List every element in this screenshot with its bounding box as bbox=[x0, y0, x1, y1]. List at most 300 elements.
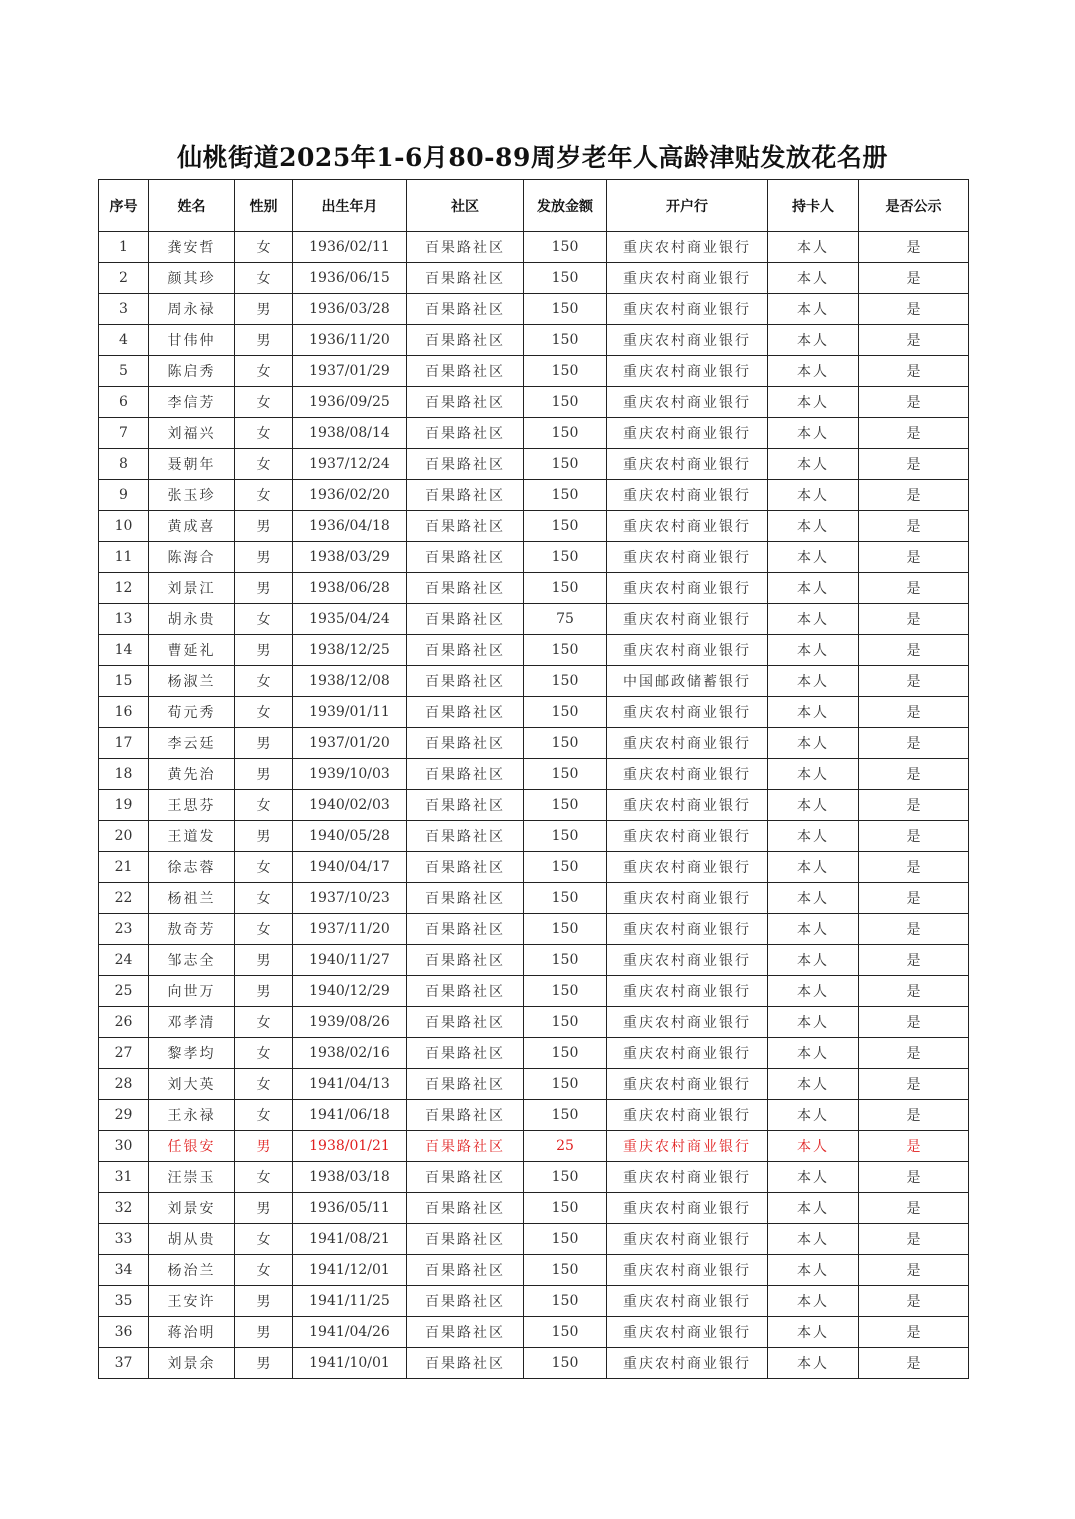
cell-amount: 150 bbox=[524, 1038, 607, 1069]
cell-birth: 1940/02/03 bbox=[293, 790, 407, 821]
cell-name: 刘福兴 bbox=[149, 418, 235, 449]
cell-birth: 1940/12/29 bbox=[293, 976, 407, 1007]
cell-name: 刘景江 bbox=[149, 573, 235, 604]
cell-birth: 1938/12/25 bbox=[293, 635, 407, 666]
table-row bbox=[99, 418, 969, 449]
cell-birth: 1938/12/08 bbox=[293, 666, 407, 697]
cell-gender: 男 bbox=[235, 1193, 293, 1224]
cell-gender: 女 bbox=[235, 790, 293, 821]
cell-no: 6 bbox=[99, 387, 149, 418]
cell-public: 是 bbox=[859, 759, 969, 790]
cell-gender: 男 bbox=[235, 821, 293, 852]
cell-no: 2 bbox=[99, 263, 149, 294]
cell-holder: 本人 bbox=[768, 449, 859, 480]
cell-amount: 150 bbox=[524, 449, 607, 480]
cell-holder: 本人 bbox=[768, 821, 859, 852]
cell-bank: 重庆农村商业银行 bbox=[607, 883, 768, 914]
cell-bank: 重庆农村商业银行 bbox=[607, 1038, 768, 1069]
cell-bank: 重庆农村商业银行 bbox=[607, 356, 768, 387]
cell-name: 张玉珍 bbox=[149, 480, 235, 511]
cell-gender: 男 bbox=[235, 759, 293, 790]
cell-community: 百果路社区 bbox=[407, 573, 524, 604]
cell-public: 是 bbox=[859, 790, 969, 821]
cell-community: 百果路社区 bbox=[407, 294, 524, 325]
cell-amount: 150 bbox=[524, 356, 607, 387]
cell-gender: 男 bbox=[235, 511, 293, 542]
cell-name: 王道发 bbox=[149, 821, 235, 852]
cell-no: 25 bbox=[99, 976, 149, 1007]
cell-amount: 150 bbox=[524, 325, 607, 356]
cell-no: 30 bbox=[99, 1131, 149, 1162]
cell-name: 胡从贵 bbox=[149, 1224, 235, 1255]
subsidy-roster-table bbox=[98, 179, 969, 1379]
cell-holder: 本人 bbox=[768, 294, 859, 325]
cell-no: 28 bbox=[99, 1069, 149, 1100]
cell-birth: 1939/01/11 bbox=[293, 697, 407, 728]
header-public: 是否公示 bbox=[859, 180, 969, 232]
cell-birth: 1938/03/18 bbox=[293, 1162, 407, 1193]
cell-name: 颜其珍 bbox=[149, 263, 235, 294]
cell-birth: 1936/02/11 bbox=[293, 232, 407, 263]
table-row bbox=[99, 1193, 969, 1224]
table-row bbox=[99, 1317, 969, 1348]
cell-bank: 重庆农村商业银行 bbox=[607, 1286, 768, 1317]
cell-amount: 150 bbox=[524, 976, 607, 1007]
cell-community: 百果路社区 bbox=[407, 232, 524, 263]
cell-name: 陈海合 bbox=[149, 542, 235, 573]
cell-holder: 本人 bbox=[768, 976, 859, 1007]
table-row bbox=[99, 449, 969, 480]
cell-amount: 25 bbox=[524, 1131, 607, 1162]
cell-gender: 男 bbox=[235, 573, 293, 604]
cell-holder: 本人 bbox=[768, 1286, 859, 1317]
cell-holder: 本人 bbox=[768, 1038, 859, 1069]
table-row bbox=[99, 480, 969, 511]
table-row bbox=[99, 542, 969, 573]
cell-amount: 150 bbox=[524, 914, 607, 945]
cell-holder: 本人 bbox=[768, 1317, 859, 1348]
cell-public: 是 bbox=[859, 697, 969, 728]
cell-birth: 1936/06/15 bbox=[293, 263, 407, 294]
cell-no: 8 bbox=[99, 449, 149, 480]
cell-gender: 女 bbox=[235, 1007, 293, 1038]
cell-no: 3 bbox=[99, 294, 149, 325]
cell-bank: 重庆农村商业银行 bbox=[607, 1131, 768, 1162]
header-no: 序号 bbox=[99, 180, 149, 232]
cell-holder: 本人 bbox=[768, 1069, 859, 1100]
cell-name: 王永禄 bbox=[149, 1100, 235, 1131]
cell-holder: 本人 bbox=[768, 697, 859, 728]
cell-no: 13 bbox=[99, 604, 149, 635]
cell-gender: 男 bbox=[235, 325, 293, 356]
cell-gender: 女 bbox=[235, 232, 293, 263]
cell-birth: 1940/05/28 bbox=[293, 821, 407, 852]
cell-birth: 1941/04/13 bbox=[293, 1069, 407, 1100]
cell-gender: 男 bbox=[235, 1348, 293, 1379]
cell-public: 是 bbox=[859, 1007, 969, 1038]
cell-bank: 重庆农村商业银行 bbox=[607, 697, 768, 728]
cell-public: 是 bbox=[859, 1348, 969, 1379]
cell-holder: 本人 bbox=[768, 945, 859, 976]
cell-community: 百果路社区 bbox=[407, 1224, 524, 1255]
cell-public: 是 bbox=[859, 511, 969, 542]
cell-name: 王安许 bbox=[149, 1286, 235, 1317]
cell-no: 17 bbox=[99, 728, 149, 759]
cell-no: 35 bbox=[99, 1286, 149, 1317]
cell-amount: 75 bbox=[524, 604, 607, 635]
cell-name: 曹延礼 bbox=[149, 635, 235, 666]
cell-community: 百果路社区 bbox=[407, 1007, 524, 1038]
cell-amount: 150 bbox=[524, 294, 607, 325]
cell-gender: 女 bbox=[235, 883, 293, 914]
table-row bbox=[99, 325, 969, 356]
cell-no: 24 bbox=[99, 945, 149, 976]
cell-name: 荀元秀 bbox=[149, 697, 235, 728]
cell-bank: 重庆农村商业银行 bbox=[607, 728, 768, 759]
table-row bbox=[99, 604, 969, 635]
cell-community: 百果路社区 bbox=[407, 728, 524, 759]
cell-amount: 150 bbox=[524, 759, 607, 790]
cell-no: 5 bbox=[99, 356, 149, 387]
cell-holder: 本人 bbox=[768, 511, 859, 542]
table-row bbox=[99, 294, 969, 325]
cell-amount: 150 bbox=[524, 1069, 607, 1100]
cell-public: 是 bbox=[859, 728, 969, 759]
cell-amount: 150 bbox=[524, 697, 607, 728]
cell-bank: 重庆农村商业银行 bbox=[607, 325, 768, 356]
cell-name: 刘大英 bbox=[149, 1069, 235, 1100]
cell-no: 4 bbox=[99, 325, 149, 356]
cell-public: 是 bbox=[859, 294, 969, 325]
cell-name: 甘伟仲 bbox=[149, 325, 235, 356]
cell-holder: 本人 bbox=[768, 1348, 859, 1379]
cell-holder: 本人 bbox=[768, 790, 859, 821]
cell-name: 李云廷 bbox=[149, 728, 235, 759]
table-row bbox=[99, 511, 969, 542]
cell-name: 李信芳 bbox=[149, 387, 235, 418]
table-row bbox=[99, 728, 969, 759]
table-row bbox=[99, 232, 969, 263]
cell-no: 36 bbox=[99, 1317, 149, 1348]
cell-holder: 本人 bbox=[768, 1131, 859, 1162]
cell-amount: 150 bbox=[524, 945, 607, 976]
cell-no: 14 bbox=[99, 635, 149, 666]
header-name: 姓名 bbox=[149, 180, 235, 232]
cell-no: 31 bbox=[99, 1162, 149, 1193]
cell-birth: 1941/08/21 bbox=[293, 1224, 407, 1255]
cell-birth: 1941/12/01 bbox=[293, 1255, 407, 1286]
cell-no: 9 bbox=[99, 480, 149, 511]
cell-amount: 150 bbox=[524, 1162, 607, 1193]
cell-public: 是 bbox=[859, 232, 969, 263]
cell-community: 百果路社区 bbox=[407, 604, 524, 635]
cell-birth: 1940/04/17 bbox=[293, 852, 407, 883]
cell-name: 蒋治明 bbox=[149, 1317, 235, 1348]
cell-gender: 男 bbox=[235, 1317, 293, 1348]
cell-amount: 150 bbox=[524, 1193, 607, 1224]
cell-community: 百果路社区 bbox=[407, 790, 524, 821]
cell-gender: 男 bbox=[235, 1286, 293, 1317]
cell-amount: 150 bbox=[524, 790, 607, 821]
cell-gender: 女 bbox=[235, 1224, 293, 1255]
table-row bbox=[99, 635, 969, 666]
cell-birth: 1937/10/23 bbox=[293, 883, 407, 914]
cell-amount: 150 bbox=[524, 1224, 607, 1255]
cell-amount: 150 bbox=[524, 387, 607, 418]
cell-bank: 重庆农村商业银行 bbox=[607, 263, 768, 294]
cell-gender: 女 bbox=[235, 1069, 293, 1100]
cell-holder: 本人 bbox=[768, 635, 859, 666]
cell-holder: 本人 bbox=[768, 480, 859, 511]
cell-gender: 女 bbox=[235, 1255, 293, 1286]
cell-amount: 150 bbox=[524, 1348, 607, 1379]
cell-gender: 女 bbox=[235, 666, 293, 697]
cell-birth: 1940/11/27 bbox=[293, 945, 407, 976]
cell-gender: 女 bbox=[235, 1162, 293, 1193]
cell-holder: 本人 bbox=[768, 759, 859, 790]
cell-amount: 150 bbox=[524, 1255, 607, 1286]
cell-no: 18 bbox=[99, 759, 149, 790]
cell-community: 百果路社区 bbox=[407, 511, 524, 542]
cell-no: 23 bbox=[99, 914, 149, 945]
cell-community: 百果路社区 bbox=[407, 325, 524, 356]
cell-birth: 1938/06/28 bbox=[293, 573, 407, 604]
cell-name: 黄成喜 bbox=[149, 511, 235, 542]
header-gender: 性别 bbox=[235, 180, 293, 232]
cell-public: 是 bbox=[859, 1162, 969, 1193]
cell-no: 29 bbox=[99, 1100, 149, 1131]
cell-community: 百果路社区 bbox=[407, 480, 524, 511]
cell-amount: 150 bbox=[524, 232, 607, 263]
cell-birth: 1936/05/11 bbox=[293, 1193, 407, 1224]
cell-public: 是 bbox=[859, 1286, 969, 1317]
cell-birth: 1939/08/26 bbox=[293, 1007, 407, 1038]
cell-community: 百果路社区 bbox=[407, 759, 524, 790]
cell-public: 是 bbox=[859, 1131, 969, 1162]
cell-no: 19 bbox=[99, 790, 149, 821]
cell-birth: 1941/06/18 bbox=[293, 1100, 407, 1131]
header-bank: 开户行 bbox=[607, 180, 768, 232]
cell-name: 杨治兰 bbox=[149, 1255, 235, 1286]
cell-holder: 本人 bbox=[768, 852, 859, 883]
cell-community: 百果路社区 bbox=[407, 542, 524, 573]
cell-name: 刘景余 bbox=[149, 1348, 235, 1379]
table-row bbox=[99, 666, 969, 697]
cell-public: 是 bbox=[859, 1100, 969, 1131]
cell-public: 是 bbox=[859, 883, 969, 914]
cell-bank: 重庆农村商业银行 bbox=[607, 821, 768, 852]
cell-bank: 重庆农村商业银行 bbox=[607, 759, 768, 790]
cell-holder: 本人 bbox=[768, 356, 859, 387]
cell-amount: 150 bbox=[524, 728, 607, 759]
cell-holder: 本人 bbox=[768, 542, 859, 573]
cell-community: 百果路社区 bbox=[407, 883, 524, 914]
cell-gender: 女 bbox=[235, 604, 293, 635]
cell-community: 百果路社区 bbox=[407, 356, 524, 387]
cell-community: 百果路社区 bbox=[407, 418, 524, 449]
cell-name: 王思芬 bbox=[149, 790, 235, 821]
table-row bbox=[99, 1100, 969, 1131]
table-row bbox=[99, 1255, 969, 1286]
header-birth: 出生年月 bbox=[293, 180, 407, 232]
cell-amount: 150 bbox=[524, 883, 607, 914]
header-community: 社区 bbox=[407, 180, 524, 232]
cell-public: 是 bbox=[859, 635, 969, 666]
cell-gender: 男 bbox=[235, 635, 293, 666]
cell-birth: 1941/10/01 bbox=[293, 1348, 407, 1379]
cell-public: 是 bbox=[859, 418, 969, 449]
cell-bank: 重庆农村商业银行 bbox=[607, 1317, 768, 1348]
cell-public: 是 bbox=[859, 356, 969, 387]
cell-amount: 150 bbox=[524, 1286, 607, 1317]
cell-gender: 女 bbox=[235, 418, 293, 449]
cell-community: 百果路社区 bbox=[407, 1317, 524, 1348]
cell-holder: 本人 bbox=[768, 1162, 859, 1193]
cell-no: 37 bbox=[99, 1348, 149, 1379]
cell-amount: 150 bbox=[524, 821, 607, 852]
cell-bank: 重庆农村商业银行 bbox=[607, 604, 768, 635]
cell-name: 杨祖兰 bbox=[149, 883, 235, 914]
cell-public: 是 bbox=[859, 449, 969, 480]
cell-gender: 男 bbox=[235, 294, 293, 325]
cell-community: 百果路社区 bbox=[407, 852, 524, 883]
cell-holder: 本人 bbox=[768, 1100, 859, 1131]
cell-public: 是 bbox=[859, 1193, 969, 1224]
cell-no: 33 bbox=[99, 1224, 149, 1255]
cell-community: 百果路社区 bbox=[407, 1100, 524, 1131]
table-row bbox=[99, 1038, 969, 1069]
cell-bank: 重庆农村商业银行 bbox=[607, 480, 768, 511]
cell-holder: 本人 bbox=[768, 1193, 859, 1224]
cell-community: 百果路社区 bbox=[407, 697, 524, 728]
table-row bbox=[99, 1348, 969, 1379]
cell-bank: 重庆农村商业银行 bbox=[607, 790, 768, 821]
cell-public: 是 bbox=[859, 1224, 969, 1255]
table-row bbox=[99, 976, 969, 1007]
header-row bbox=[99, 180, 969, 232]
cell-public: 是 bbox=[859, 945, 969, 976]
cell-bank: 重庆农村商业银行 bbox=[607, 418, 768, 449]
table-row bbox=[99, 852, 969, 883]
cell-amount: 150 bbox=[524, 635, 607, 666]
table-row bbox=[99, 1131, 969, 1162]
cell-birth: 1936/04/18 bbox=[293, 511, 407, 542]
cell-community: 百果路社区 bbox=[407, 1069, 524, 1100]
cell-public: 是 bbox=[859, 542, 969, 573]
cell-holder: 本人 bbox=[768, 387, 859, 418]
cell-name: 黎孝均 bbox=[149, 1038, 235, 1069]
cell-community: 百果路社区 bbox=[407, 1131, 524, 1162]
cell-birth: 1936/11/20 bbox=[293, 325, 407, 356]
cell-no: 16 bbox=[99, 697, 149, 728]
cell-public: 是 bbox=[859, 821, 969, 852]
cell-birth: 1937/01/29 bbox=[293, 356, 407, 387]
table-row bbox=[99, 356, 969, 387]
cell-name: 胡永贵 bbox=[149, 604, 235, 635]
cell-name: 刘景安 bbox=[149, 1193, 235, 1224]
cell-no: 26 bbox=[99, 1007, 149, 1038]
cell-public: 是 bbox=[859, 976, 969, 1007]
table-row bbox=[99, 1286, 969, 1317]
cell-holder: 本人 bbox=[768, 604, 859, 635]
cell-public: 是 bbox=[859, 852, 969, 883]
cell-name: 龚安哲 bbox=[149, 232, 235, 263]
table-row bbox=[99, 1162, 969, 1193]
cell-bank: 重庆农村商业银行 bbox=[607, 914, 768, 945]
cell-amount: 150 bbox=[524, 263, 607, 294]
cell-public: 是 bbox=[859, 263, 969, 294]
cell-community: 百果路社区 bbox=[407, 976, 524, 1007]
cell-holder: 本人 bbox=[768, 1255, 859, 1286]
cell-holder: 本人 bbox=[768, 914, 859, 945]
cell-birth: 1938/03/29 bbox=[293, 542, 407, 573]
cell-no: 7 bbox=[99, 418, 149, 449]
cell-public: 是 bbox=[859, 1255, 969, 1286]
cell-birth: 1941/04/26 bbox=[293, 1317, 407, 1348]
cell-bank: 重庆农村商业银行 bbox=[607, 1193, 768, 1224]
table-row bbox=[99, 697, 969, 728]
table-row bbox=[99, 790, 969, 821]
cell-name: 邓孝清 bbox=[149, 1007, 235, 1038]
cell-community: 百果路社区 bbox=[407, 914, 524, 945]
cell-gender: 女 bbox=[235, 914, 293, 945]
cell-bank: 重庆农村商业银行 bbox=[607, 387, 768, 418]
cell-amount: 150 bbox=[524, 542, 607, 573]
cell-bank: 重庆农村商业银行 bbox=[607, 1007, 768, 1038]
cell-public: 是 bbox=[859, 1069, 969, 1100]
cell-bank: 重庆农村商业银行 bbox=[607, 573, 768, 604]
cell-gender: 男 bbox=[235, 1131, 293, 1162]
cell-bank: 重庆农村商业银行 bbox=[607, 294, 768, 325]
cell-gender: 女 bbox=[235, 697, 293, 728]
cell-birth: 1941/11/25 bbox=[293, 1286, 407, 1317]
cell-amount: 150 bbox=[524, 511, 607, 542]
cell-name: 向世万 bbox=[149, 976, 235, 1007]
page-title: 仙桃街道2025年1-6月80-89周岁老年人高龄津贴发放花名册 bbox=[177, 143, 888, 172]
cell-holder: 本人 bbox=[768, 263, 859, 294]
cell-holder: 本人 bbox=[768, 418, 859, 449]
cell-birth: 1938/01/21 bbox=[293, 1131, 407, 1162]
cell-gender: 男 bbox=[235, 945, 293, 976]
cell-bank: 重庆农村商业银行 bbox=[607, 232, 768, 263]
cell-bank: 重庆农村商业银行 bbox=[607, 1162, 768, 1193]
cell-gender: 女 bbox=[235, 1100, 293, 1131]
cell-birth: 1938/08/14 bbox=[293, 418, 407, 449]
cell-amount: 150 bbox=[524, 1100, 607, 1131]
cell-amount: 150 bbox=[524, 852, 607, 883]
cell-community: 百果路社区 bbox=[407, 1162, 524, 1193]
cell-bank: 重庆农村商业银行 bbox=[607, 542, 768, 573]
table-row bbox=[99, 263, 969, 294]
cell-no: 21 bbox=[99, 852, 149, 883]
header-amount: 发放金额 bbox=[524, 180, 607, 232]
cell-holder: 本人 bbox=[768, 573, 859, 604]
cell-bank: 重庆农村商业银行 bbox=[607, 1224, 768, 1255]
cell-name: 周永禄 bbox=[149, 294, 235, 325]
cell-holder: 本人 bbox=[768, 1007, 859, 1038]
table-row bbox=[99, 914, 969, 945]
cell-public: 是 bbox=[859, 325, 969, 356]
cell-name: 徐志蓉 bbox=[149, 852, 235, 883]
cell-bank: 中国邮政储蓄银行 bbox=[607, 666, 768, 697]
cell-bank: 重庆农村商业银行 bbox=[607, 976, 768, 1007]
cell-no: 15 bbox=[99, 666, 149, 697]
cell-public: 是 bbox=[859, 480, 969, 511]
cell-holder: 本人 bbox=[768, 666, 859, 697]
cell-community: 百果路社区 bbox=[407, 1038, 524, 1069]
cell-bank: 重庆农村商业银行 bbox=[607, 1100, 768, 1131]
table-body bbox=[99, 232, 969, 1379]
